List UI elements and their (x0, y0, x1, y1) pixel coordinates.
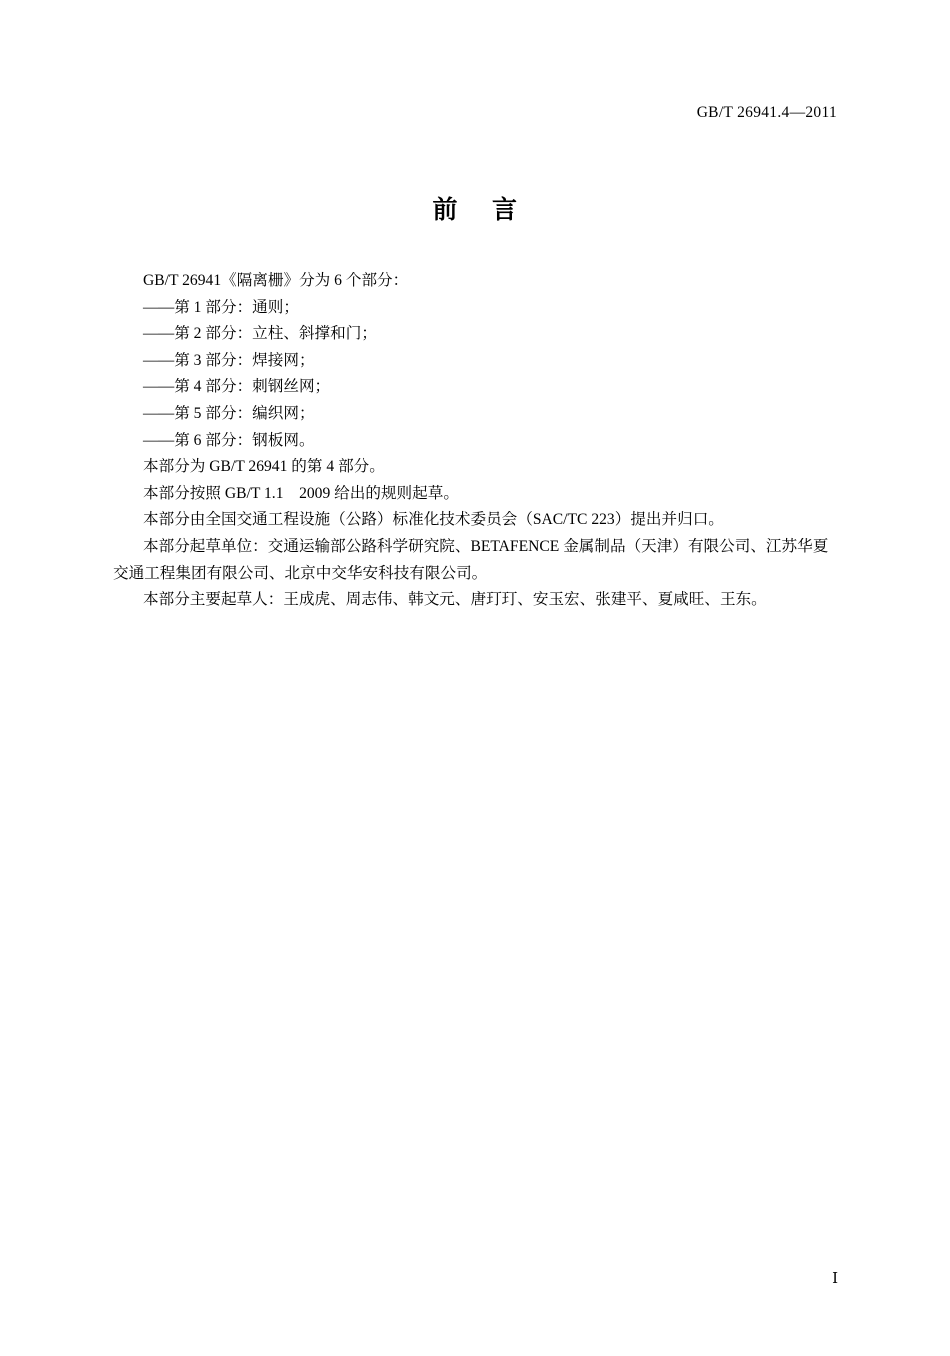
title-char-yan: 言 (492, 195, 518, 224)
intro-line: GB/T 26941《隔离栅》分为 6 个部分： (143, 272, 409, 289)
statement-line: 本部分按照 GB/T 1.1 2009 给出的规则起草。 (143, 484, 459, 502)
page-number: Ⅰ (832, 1271, 838, 1287)
statement-line: 本部分由全国交通工程设施（公路）标准化技术委员会（SAC/TC 223）提出并归口。 (143, 511, 724, 529)
drafters-paragraph: 本部分主要起草人：王成虎、周志伟、韩文元、唐玎玎、安玉宏、张建平、夏咸旺、王东。 (143, 591, 767, 609)
foreword-body (113, 268, 843, 614)
list-item: ——第 6 部分：钢板网。 (143, 431, 315, 449)
page-title (0, 190, 950, 226)
title-char-qian: 前 (432, 195, 458, 224)
drafting-units-paragraph: 本部分起草单位：交通运输部公路科学研究院、BETAFENCE 金属制品（天津）有限公司、江苏华夏交通工程集团有限公司、北京中交华安科技有限公司。 (113, 537, 829, 582)
standard-number-header: GB/T 26941.4—2011 (696, 104, 837, 121)
list-item: ——第 3 部分：焊接网； (143, 351, 315, 369)
list-item: ——第 4 部分：刺钢丝网； (143, 378, 331, 396)
list-item: ——第 1 部分：通则； (143, 298, 299, 316)
statement-line: 本部分为 GB/T 26941 的第 4 部分。 (143, 458, 385, 476)
list-item: ——第 2 部分：立柱、斜撑和门； (143, 325, 377, 343)
list-item: ——第 5 部分：编织网； (143, 404, 315, 422)
